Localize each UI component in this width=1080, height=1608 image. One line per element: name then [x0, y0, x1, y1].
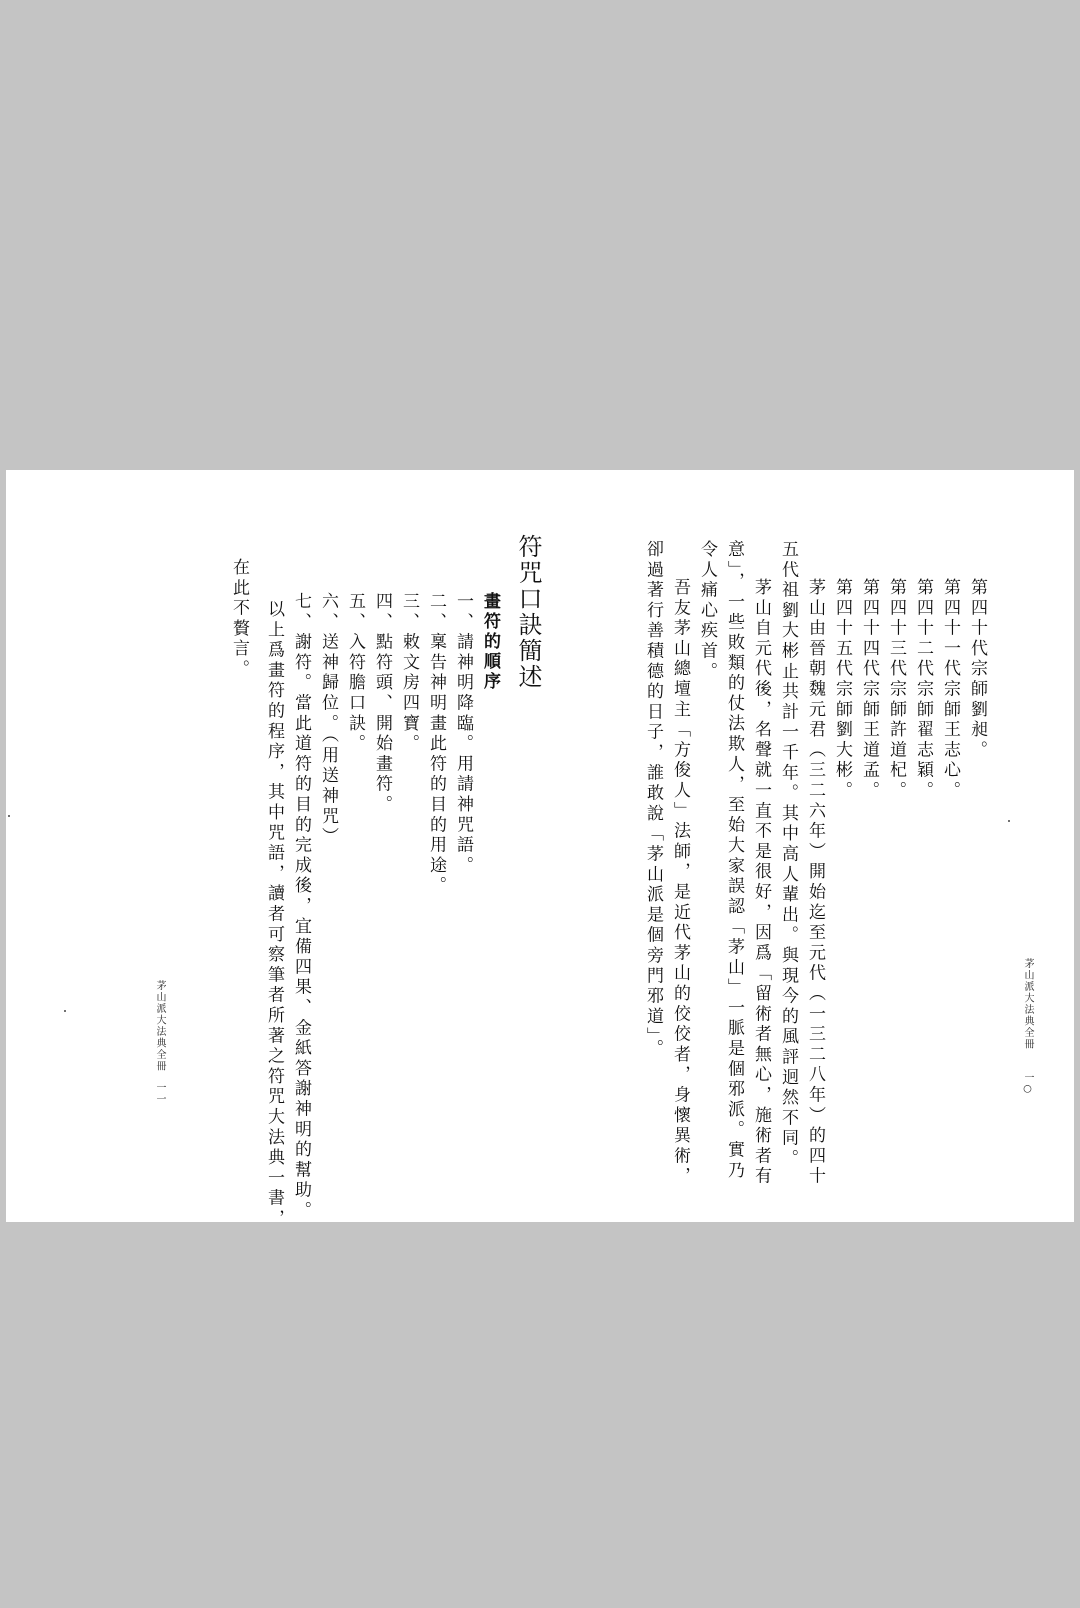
right-page-number: 一○	[1022, 1072, 1033, 1096]
section-title: 符咒口訣簡述	[514, 534, 542, 690]
left-line-2: 二、稟告神明畫此符的目的用途。	[426, 592, 446, 897]
left-running-head: 茅山派大法典全冊	[154, 980, 165, 1072]
left-page-number: 一一	[154, 1082, 165, 1105]
right-line-10: 意」，一些敗類的仗法欺人，至始大家誤認「茅山」一脈是個邪派。實乃	[724, 540, 744, 1182]
right-line-8: 五代祖劉大彬止共計一千年。其中高人輩出。與現今的風評迥然不同。	[778, 540, 798, 1170]
right-line-2: 第四十一代宗師王志心。	[940, 578, 960, 802]
left-line-5: 五、入符膽口訣。	[345, 592, 365, 755]
left-line-3: 三、敕文房四寶。	[399, 592, 419, 755]
right-line-7: 茅山由晉朝魏元君（三二六年）開始迄至元代（一三二八年）的四十	[805, 578, 825, 1187]
right-line-1: 第四十代宗師劉昶。	[967, 578, 987, 761]
right-line-3: 第四十二代宗師翟志穎。	[913, 578, 933, 802]
right-line-11: 令人痛心疾首。	[697, 540, 717, 683]
scan-speck	[8, 815, 10, 817]
right-running-head: 茅山派大法典全冊	[1022, 958, 1033, 1050]
left-line-8: 以上爲畫符的程序，其中咒語，讀者可察筆者所著之符咒大法典一書，	[264, 600, 284, 1230]
left-line-7: 七、謝符。當此道符的目的完成後，宜備四果、金紙答謝神明的幫助。	[291, 592, 311, 1222]
left-line-6: 六、送神歸位。（用送神咒）	[318, 592, 338, 848]
scan-speck	[1008, 820, 1010, 822]
scan-speck	[64, 1010, 66, 1012]
left-line-4: 四、點符頭、開始畫符。	[372, 592, 392, 816]
right-line-12: 吾友茅山總壇主「方俊人」法師，是近代茅山的佼佼者，身懷異術，	[670, 578, 690, 1187]
right-line-9: 茅山自元代後，名聲就一直不是很好，因爲「留術者無心，施術者有	[751, 578, 771, 1187]
right-line-5: 第四十四代宗師王道孟。	[859, 578, 879, 802]
right-line-6: 第四十五代宗師劉大彬。	[832, 578, 852, 802]
right-line-13: 卻過著行善積德的日子，誰敢說「茅山派是個旁門邪道」。	[643, 540, 663, 1060]
section-subtitle: 畫符的順序	[480, 592, 500, 692]
right-line-4: 第四十三代宗師許道杞。	[886, 578, 906, 802]
book-spread	[6, 470, 1074, 1230]
left-line-9: 在此不贅言。	[229, 558, 249, 680]
left-line-1: 一、請神明降臨。用請神咒語。	[453, 592, 473, 877]
